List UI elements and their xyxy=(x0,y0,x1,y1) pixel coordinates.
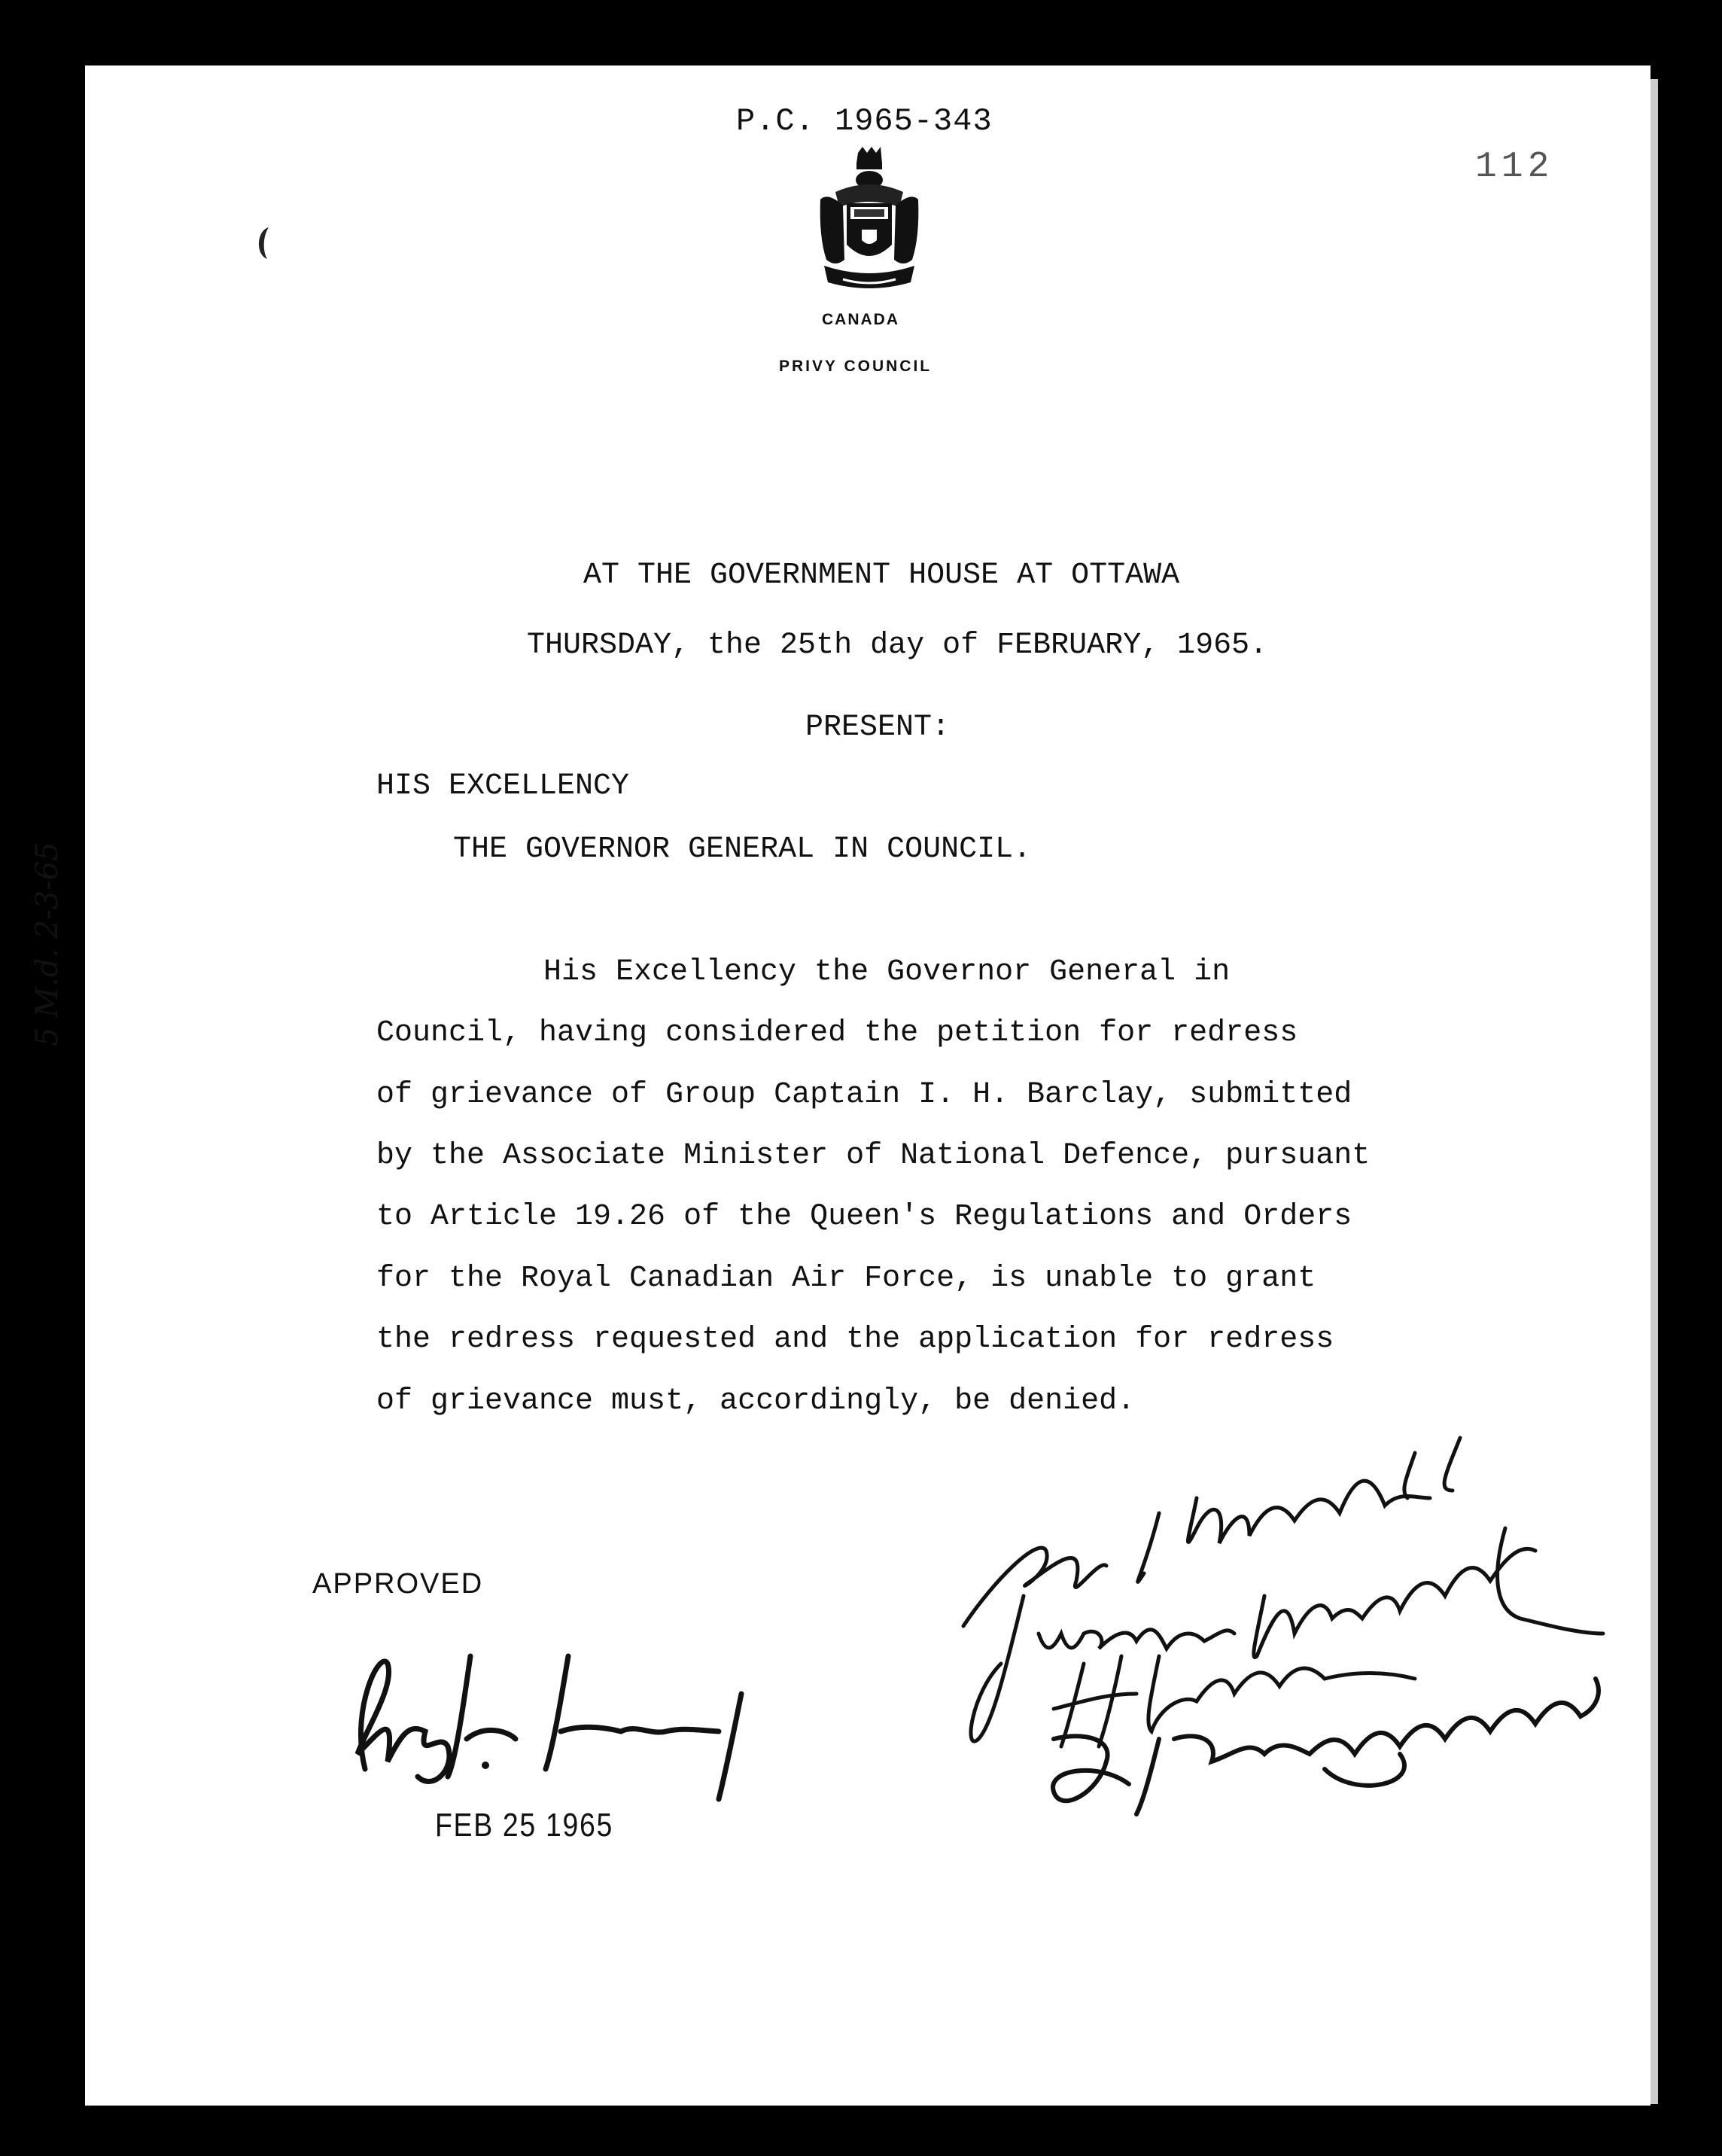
margin-note: 5 M.d. 2-3-65 xyxy=(30,842,65,1046)
heading-place: AT THE GOVERNMENT HOUSE AT OTTAWA xyxy=(583,559,1180,592)
coat-of-arms-emblem xyxy=(813,147,926,297)
body-line: of grievance of Group Captain I. H. Barclay, submitted xyxy=(376,1078,1352,1112)
heading-date: THURSDAY, the 25th day of FEBRUARY, 1965. xyxy=(527,629,1268,662)
page-number: 112 xyxy=(1475,147,1554,187)
body-line: to Article 19.26 of the Queen's Regulations and Orders xyxy=(376,1200,1352,1234)
gg-signature-text xyxy=(0,0,1,1)
order-number: P.C. 1965-343 xyxy=(736,103,993,139)
council-signatures xyxy=(933,1408,1611,1844)
addressee-line1: HIS EXCELLENCY xyxy=(376,769,630,803)
heading-present: PRESENT: xyxy=(805,711,951,745)
body-line: the redress requested and the application for redress xyxy=(376,1323,1334,1357)
page-edge xyxy=(1651,79,1658,2104)
body-line: by the Associate Minister of National Defence, pursuant xyxy=(376,1139,1371,1173)
body-line: for the Royal Canadian Air Force, is unable to grant xyxy=(376,1262,1316,1296)
letterhead-office: PRIVY COUNCIL xyxy=(779,358,932,375)
body-line: of grievance must, accordingly, be denied. xyxy=(376,1384,1136,1418)
approval-date-stamp: FEB 25 1965 xyxy=(435,1807,614,1844)
punch-hole-mark xyxy=(252,224,275,262)
body-line: His Excellency the Governor General in xyxy=(543,955,1231,989)
addressee-line2: THE GOVERNOR GENERAL IN COUNCIL. xyxy=(453,833,1032,866)
letterhead-country: CANADA xyxy=(822,311,899,328)
body-line: Council, having considered the petition for redress xyxy=(376,1016,1298,1050)
approved-label: APPROVED xyxy=(312,1568,484,1600)
governor-general-signature xyxy=(335,1619,802,1814)
